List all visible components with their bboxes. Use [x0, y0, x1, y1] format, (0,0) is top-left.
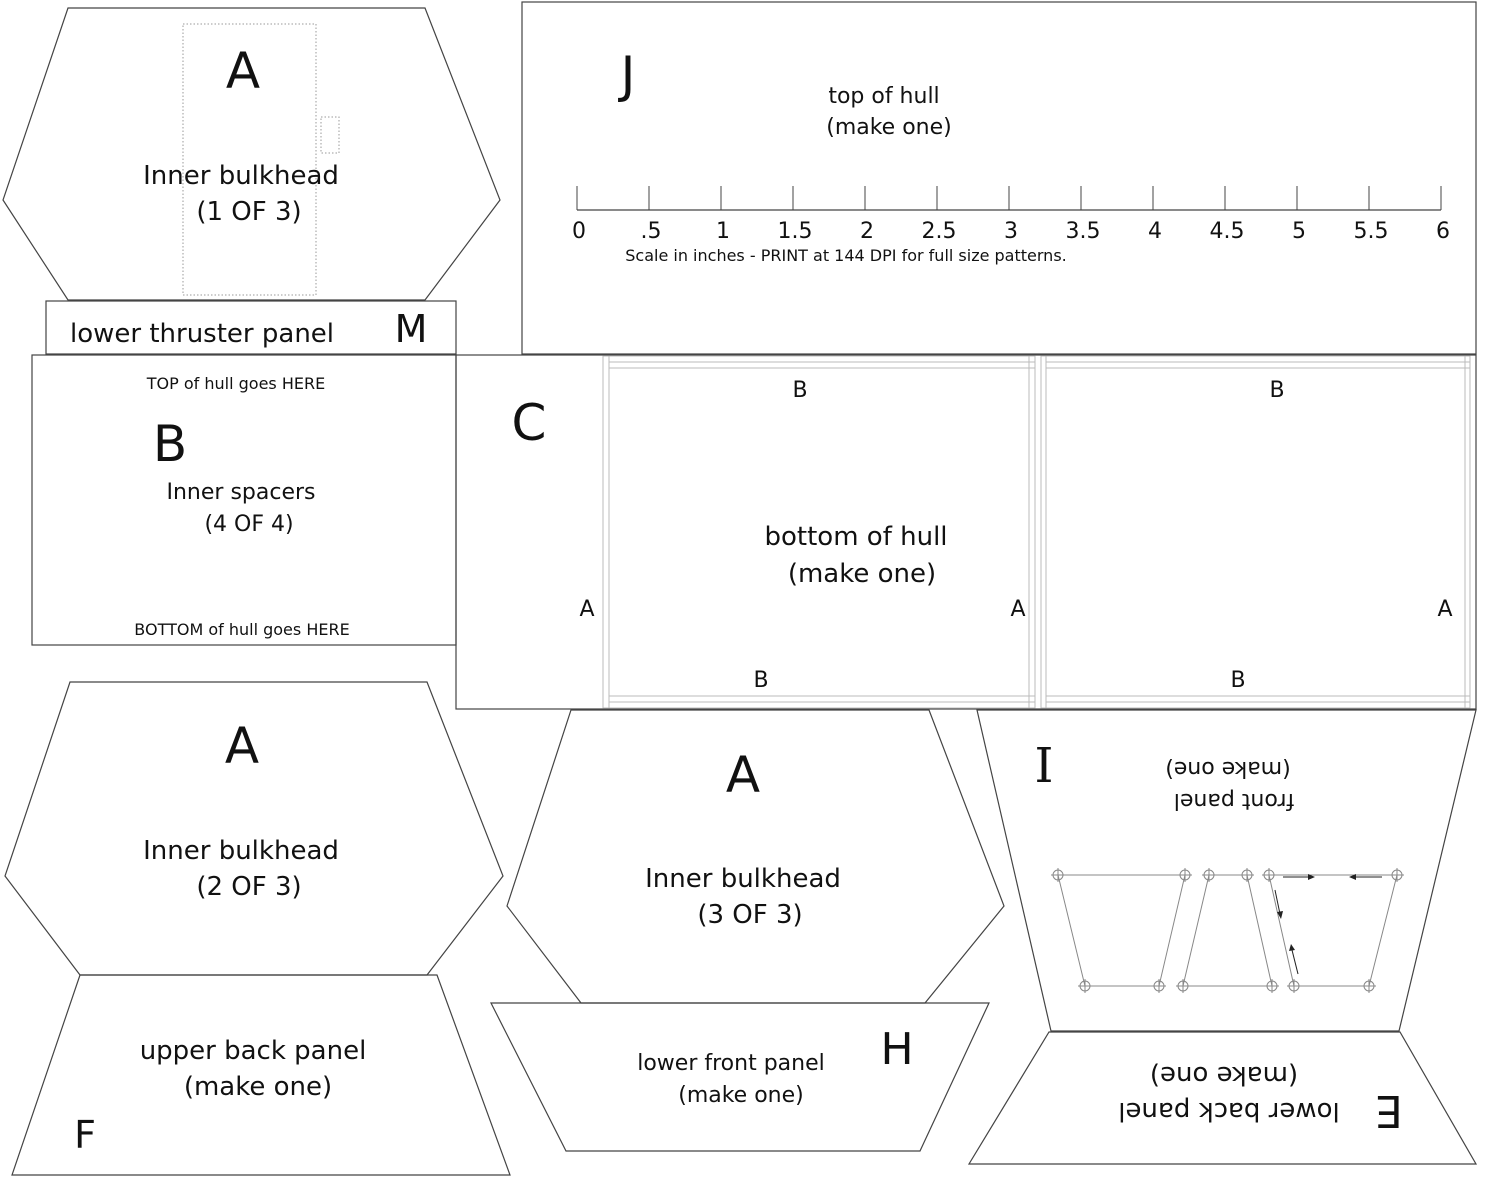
bottom-hull-panel-right	[1041, 356, 1470, 708]
bulkhead-2-title: Inner bulkhead	[143, 836, 339, 866]
thruster-title: lower thruster panel	[70, 319, 335, 349]
spacers-top-note: TOP of hull goes HERE	[146, 374, 326, 393]
spacers-letter: B	[152, 415, 188, 473]
scale-tick-label: 6	[1436, 219, 1450, 244]
window-left-frame	[1058, 875, 1185, 986]
bulkhead-1-slot	[321, 117, 339, 153]
scale-caption: Scale in inches - PRINT at 144 DPI for full size patterns.	[625, 246, 1067, 265]
bulkhead-1-title: Inner bulkhead	[143, 161, 339, 191]
bulkhead-1-letter: A	[225, 42, 261, 100]
front-panel-letter: I	[1034, 738, 1054, 794]
lower-front-letter: H	[880, 1024, 914, 1075]
spacers-bottom-note: BOTTOM of hull goes HERE	[134, 620, 350, 639]
edge-label-b-top-right: B	[1269, 378, 1285, 403]
lower-back-subtitle: (make one)	[1149, 1060, 1299, 1090]
bottom-hull-subtitle: (make one)	[787, 559, 937, 589]
top-hull-outline	[522, 2, 1476, 354]
scale-tick-label: 3	[1004, 219, 1018, 244]
bulkhead-1-piece	[3, 8, 500, 300]
scale-tick-label: 5	[1292, 219, 1306, 244]
lower-front-title: lower front panel	[637, 1051, 825, 1076]
scale-tick-label: 2	[860, 219, 874, 244]
lower-back-title: lower back panel	[1118, 1096, 1340, 1126]
window-middle-frame	[1183, 875, 1272, 986]
scale-tick-label: 3.5	[1065, 219, 1101, 244]
bulkhead-3-title: Inner bulkhead	[645, 864, 841, 894]
edge-label-b-bottom-right: B	[1230, 668, 1246, 693]
spacers-piece	[32, 355, 456, 645]
edge-label-a-left: A	[579, 597, 595, 622]
bulkhead-2-count: (2 OF 3)	[196, 872, 302, 902]
lower-front-subtitle: (make one)	[678, 1083, 804, 1108]
edge-label-b-bottom-left: B	[753, 668, 769, 693]
edge-label-a-right: A	[1437, 597, 1453, 622]
scale-tick-label: .5	[640, 219, 662, 244]
front-panel-subtitle: (make one)	[1165, 756, 1291, 781]
thruster-piece	[46, 301, 456, 354]
bulkhead-3-count: (3 OF 3)	[697, 900, 803, 930]
top-hull-piece	[522, 2, 1476, 354]
lower-front-piece	[491, 1003, 989, 1151]
bulkhead-3-piece	[507, 710, 1004, 1003]
edge-label-a-middle: A	[1010, 597, 1026, 622]
direction-arrows	[1275, 874, 1382, 974]
scale-tick-label: 1	[716, 219, 730, 244]
bulkhead-2-piece	[5, 682, 503, 975]
upper-back-subtitle: (make one)	[183, 1072, 333, 1102]
bulkhead-1-count: (1 OF 3)	[196, 197, 302, 227]
spacers-title: Inner spacers	[166, 480, 316, 505]
front-panel-piece	[977, 710, 1476, 1031]
scale-tick-label: 4.5	[1209, 219, 1245, 244]
scale-tick-label: 5.5	[1353, 219, 1389, 244]
lower-back-piece	[969, 1032, 1476, 1164]
scale-tick-label: 0	[572, 219, 586, 244]
top-hull-letter: J	[620, 46, 636, 104]
edge-label-b-top-left: B	[792, 378, 808, 403]
upper-back-piece	[12, 975, 510, 1175]
lower-back-letter: E	[1375, 1085, 1403, 1136]
scale-tick-label: 1.5	[777, 219, 813, 244]
upper-back-letter: F	[74, 1113, 96, 1157]
top-hull-title: top of hull	[828, 84, 940, 109]
scale-tick-label: 2.5	[921, 219, 957, 244]
bottom-hull-piece	[456, 355, 1476, 709]
thruster-letter: M	[394, 307, 428, 351]
bottom-hull-title: bottom of hull	[764, 522, 948, 552]
window-cutout-diagram	[1051, 868, 1404, 993]
spacers-count: (4 OF 4)	[204, 512, 294, 537]
upper-back-title: upper back panel	[139, 1036, 367, 1066]
scale-tick-label: 4	[1148, 219, 1162, 244]
bulkhead-2-letter: A	[224, 717, 260, 775]
lower-front-outline	[491, 1003, 989, 1151]
window-right-frame	[1269, 875, 1397, 986]
top-hull-subtitle: (make one)	[826, 115, 952, 140]
bulkhead-3-letter: A	[725, 746, 761, 804]
alignment-marks	[1051, 868, 1404, 993]
front-panel-title: front panel	[1173, 788, 1295, 813]
scale-ruler	[572, 186, 1450, 265]
bottom-hull-letter: C	[511, 394, 547, 452]
